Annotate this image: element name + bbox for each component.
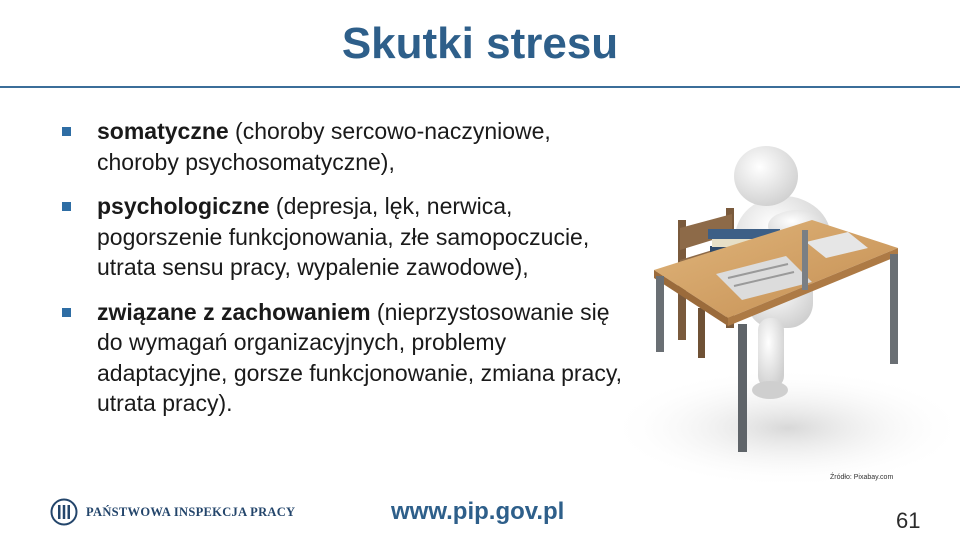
bullet-square-icon bbox=[62, 127, 71, 136]
footer-url[interactable]: www.pip.gov.pl bbox=[391, 498, 565, 525]
bullet-list bbox=[60, 116, 630, 433]
bullet-term: związane z zachowaniem bbox=[97, 298, 371, 325]
page-number: 61 bbox=[896, 508, 921, 533]
slide-title: Skutki stresu bbox=[341, 19, 619, 68]
image-credit: Źródło: Pixabay.com bbox=[830, 474, 894, 481]
bullet-square-icon bbox=[62, 202, 71, 211]
bullet-square-icon bbox=[62, 308, 71, 317]
stressed-figure-at-desk-illustration bbox=[598, 128, 950, 488]
bullet-text: (depresja, lęk, nerwica, pogorszenie funkcjonowania, złe samopoczucie, utrata sensu pracy, wypalenie zawodowe), bbox=[97, 193, 590, 280]
bullet-item-somatic bbox=[60, 116, 630, 177]
bullet-item-psychological bbox=[60, 191, 630, 283]
bullet-text: (nieprzystosowanie się do wymagań organizacyjnych, problemy adaptacyjne, gorsze funkcjonowanie, zmiana pracy, utrata pracy). bbox=[97, 298, 623, 416]
pip-logo-icon bbox=[50, 498, 78, 526]
bullet-item-behavioral bbox=[60, 297, 630, 419]
title-divider bbox=[0, 86, 960, 88]
bullet-text: (choroby sercowo-naczyniowe, choroby psychosomatyczne), bbox=[97, 118, 551, 175]
logo-text: PAŃSTWOWA INSPEKCJA PRACY bbox=[86, 504, 296, 519]
bullet-term: somatyczne bbox=[97, 118, 229, 144]
bullet-term: psychologiczne bbox=[97, 193, 270, 219]
pip-logo[interactable] bbox=[50, 498, 295, 526]
